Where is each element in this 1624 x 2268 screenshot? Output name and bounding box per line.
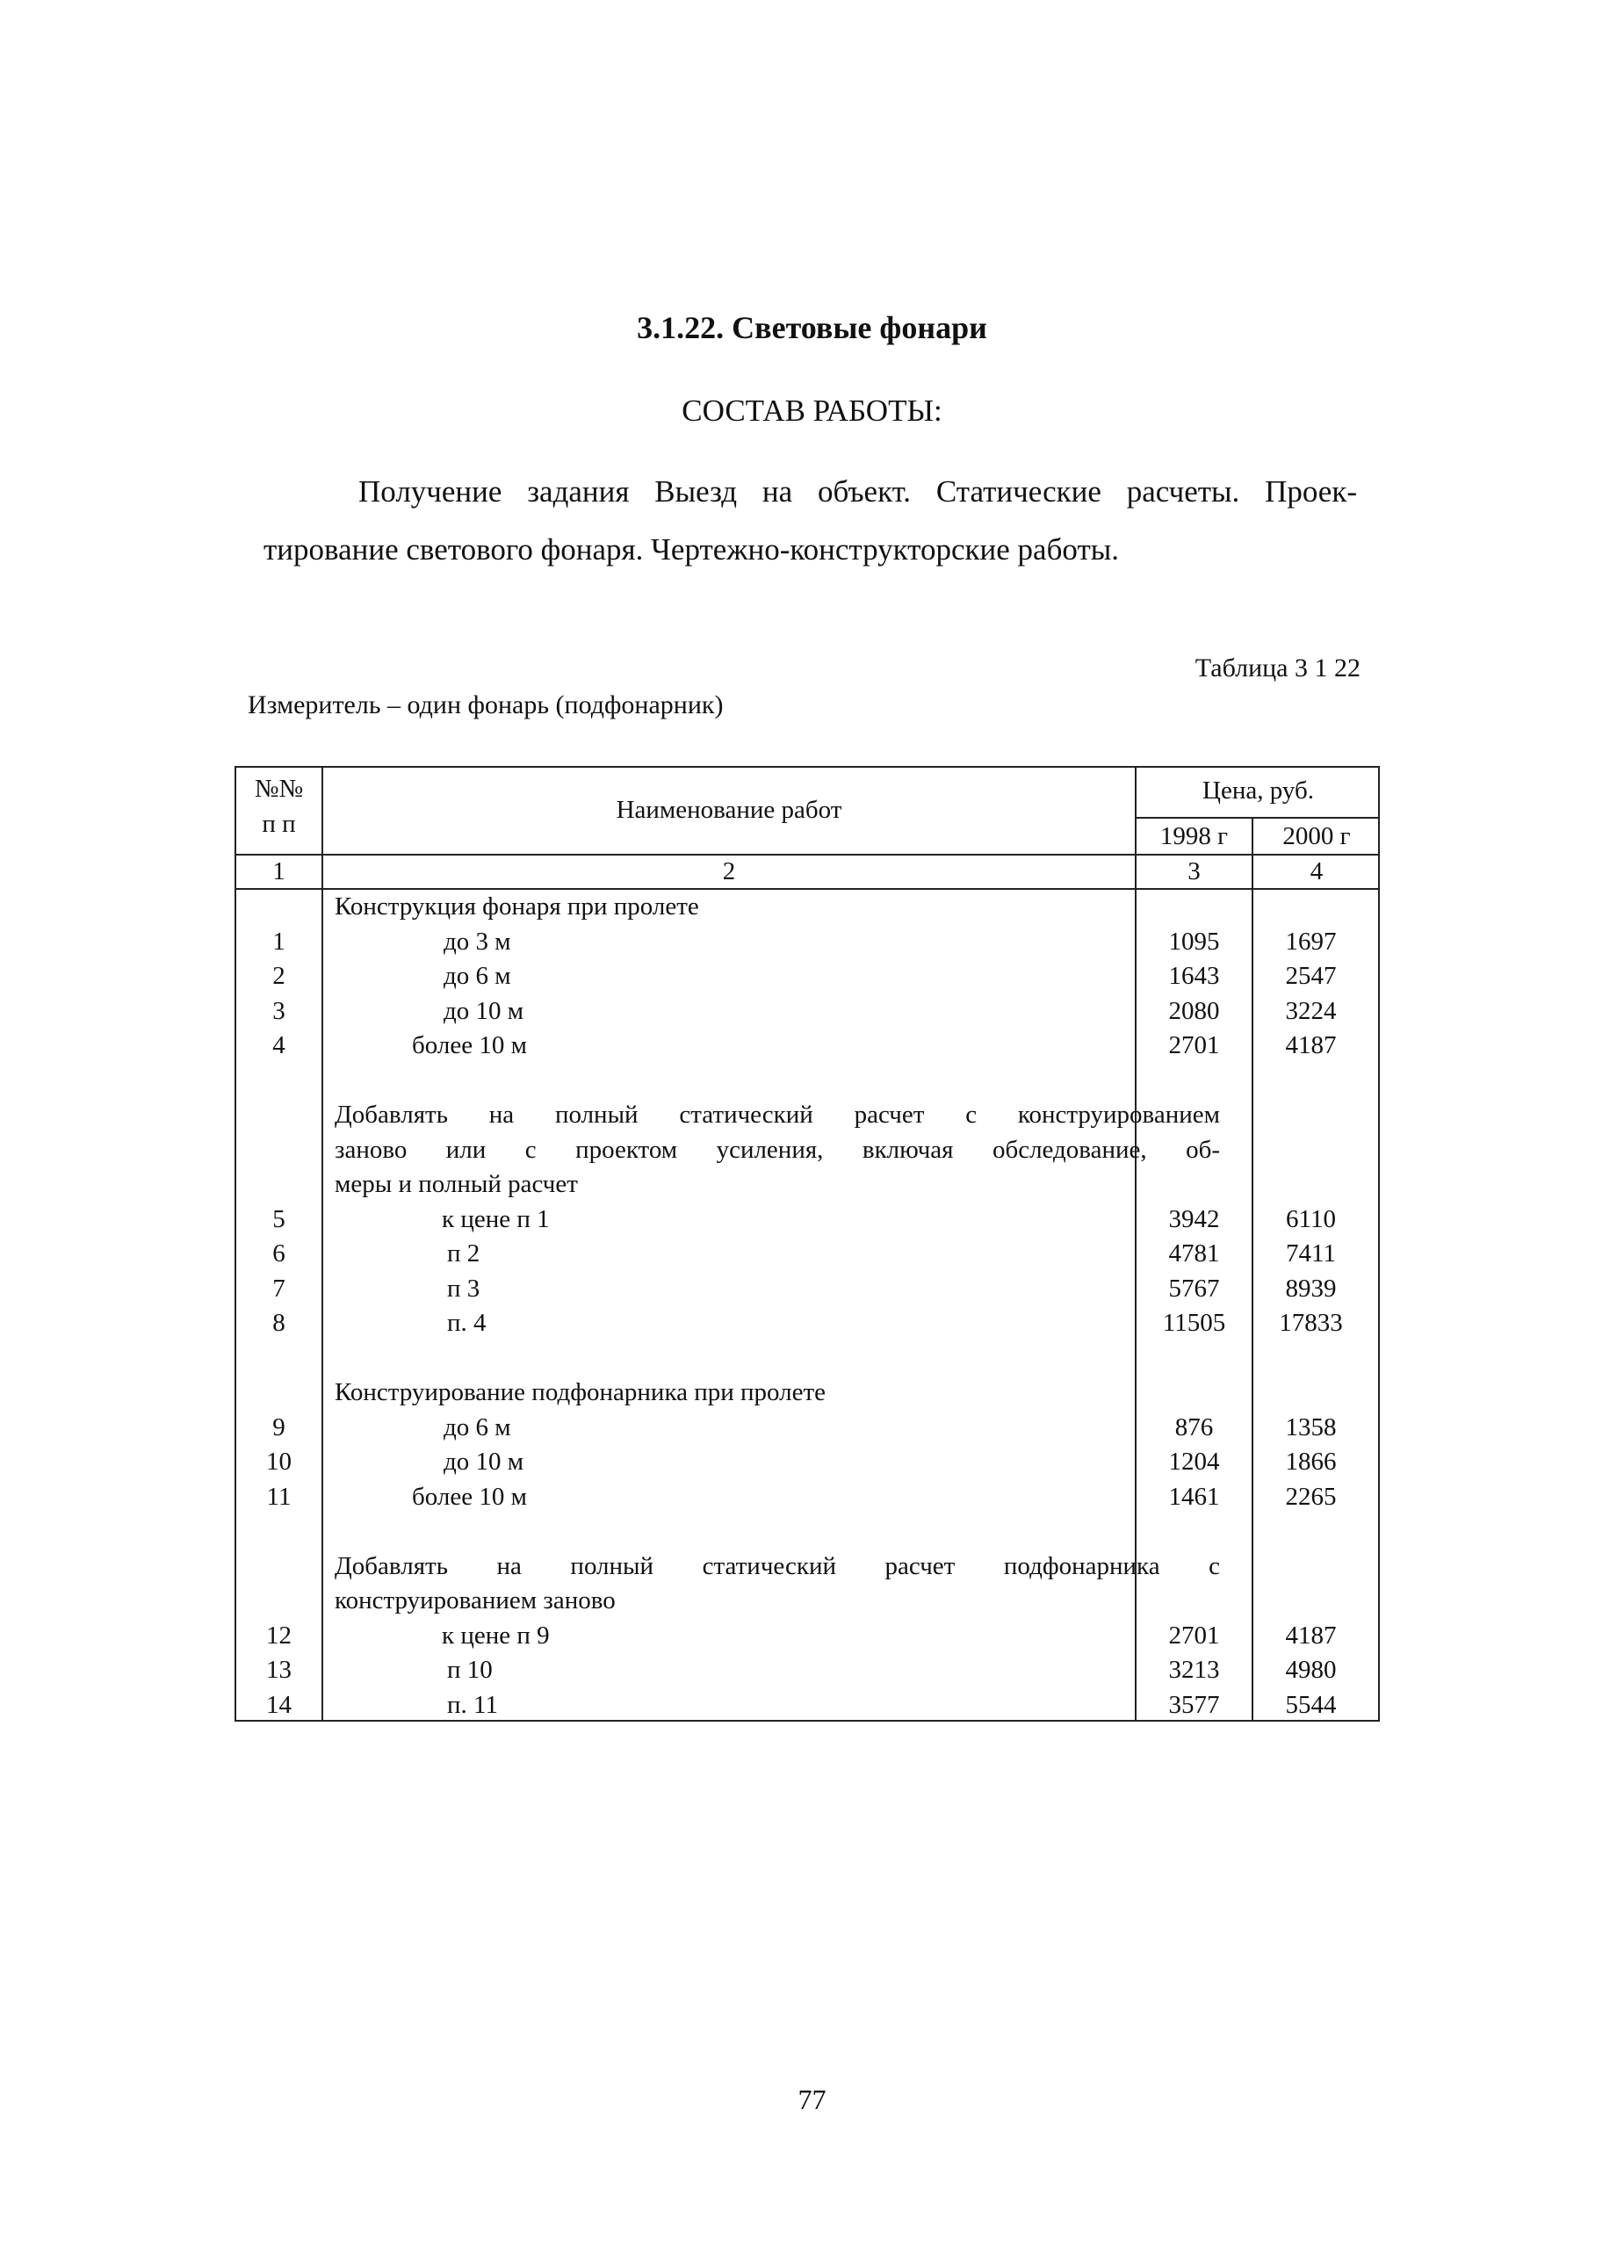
price-2000: 1358 — [1285, 1412, 1337, 1441]
price-2000: 2265 — [1285, 1482, 1337, 1511]
section-title: 3.1.22. Световые фонари — [637, 310, 987, 345]
price-1998: 1461 — [1168, 1482, 1220, 1511]
price-table — [235, 766, 1380, 1722]
price-2000: 17833 — [1279, 1309, 1343, 1337]
paragraph-line-1: Получение задания Выезд на объект. Статические расчеты. Проек- — [358, 474, 1357, 509]
work-name: более 10 м — [412, 1482, 527, 1511]
table-row — [236, 1411, 1378, 1446]
table-row — [236, 1064, 1378, 1099]
col-number-1: 1 — [272, 857, 285, 885]
table-row — [236, 1272, 1378, 1307]
work-name: п. 4 — [447, 1309, 487, 1337]
price-2000: 4187 — [1285, 1621, 1337, 1650]
price-1998: 3577 — [1168, 1690, 1220, 1719]
work-name: п 3 — [447, 1274, 480, 1303]
table-row — [236, 959, 1378, 994]
price-2000: 2547 — [1285, 962, 1337, 990]
price-2000: 6110 — [1286, 1204, 1336, 1233]
work-name: к цене п 9 — [442, 1621, 550, 1650]
work-name: до 10 м — [444, 996, 524, 1025]
price-1998: 3942 — [1168, 1204, 1220, 1233]
work-name: Конструкция фонаря при пролете — [335, 892, 699, 921]
row-number: 8 — [272, 1309, 285, 1337]
work-composition-heading: СОСТАВ РАБОТЫ: — [682, 394, 942, 428]
row-number: 9 — [272, 1412, 285, 1441]
row-number: 3 — [272, 996, 285, 1025]
table-row — [236, 890, 1378, 925]
work-name: конструированием заново — [335, 1586, 616, 1614]
row-number: 10 — [266, 1448, 292, 1476]
table-row — [236, 1653, 1378, 1688]
table-row — [236, 1237, 1378, 1272]
row-number: 5 — [272, 1204, 285, 1233]
price-1998: 876 — [1174, 1412, 1214, 1441]
table-row — [236, 925, 1378, 960]
table-row — [236, 1619, 1378, 1654]
price-1998: 1095 — [1168, 927, 1220, 956]
table-row — [236, 1306, 1378, 1341]
table-row — [236, 1029, 1378, 1064]
col-number-2: 2 — [722, 857, 736, 885]
work-name: более 10 м — [412, 1031, 527, 1059]
work-name: п 2 — [447, 1239, 480, 1268]
header-2000: 2000 г — [1282, 822, 1351, 850]
work-name: к цене п 1 — [442, 1204, 550, 1233]
work-name: Конструирование подфонарника при пролете — [335, 1378, 826, 1406]
row-number: 12 — [266, 1621, 292, 1650]
price-1998: 1643 — [1168, 962, 1220, 990]
header-name: Наименование работ — [616, 796, 842, 824]
row-number: 2 — [272, 962, 285, 990]
work-name: Добавлять на полный статический расчет подфонарника с — [335, 1551, 1220, 1580]
table-row — [236, 1341, 1378, 1376]
table-row — [236, 1480, 1378, 1515]
work-name: до 10 м — [444, 1448, 524, 1476]
price-2000: 1697 — [1285, 927, 1337, 956]
price-2000: 7411 — [1286, 1239, 1336, 1268]
col-number-3: 3 — [1187, 857, 1201, 885]
table-row — [236, 1688, 1378, 1723]
price-2000: 1866 — [1285, 1448, 1337, 1476]
price-1998: 2701 — [1168, 1621, 1220, 1650]
table-row — [236, 1133, 1378, 1168]
paragraph-line-2: тирование светового фонаря. Чертежно-конструкторские работы. — [263, 532, 1120, 567]
price-2000: 4187 — [1285, 1031, 1337, 1059]
header-num — [236, 771, 321, 841]
work-name: п 10 — [447, 1656, 493, 1684]
work-name: меры и полный расчет — [335, 1170, 578, 1198]
measure-unit: Измеритель – один фонарь (подфонарник) — [248, 690, 724, 719]
table-row — [236, 1203, 1378, 1238]
work-name: до 6 м — [444, 1412, 511, 1441]
table-label: Таблица 3 1 22 — [1195, 654, 1361, 683]
table-row — [236, 994, 1378, 1029]
work-name: до 3 м — [444, 927, 511, 956]
work-name: заново или с проектом усиления, включая обследование, об- — [335, 1135, 1220, 1164]
work-name: п. 11 — [447, 1690, 498, 1719]
price-1998: 11505 — [1162, 1309, 1226, 1337]
price-2000: 4980 — [1285, 1656, 1337, 1684]
price-1998: 4781 — [1168, 1239, 1220, 1268]
price-1998: 2701 — [1168, 1031, 1220, 1059]
price-1998: 3213 — [1168, 1656, 1220, 1684]
col-number-4: 4 — [1310, 857, 1324, 885]
price-1998: 5767 — [1168, 1274, 1220, 1303]
table-row — [236, 1445, 1378, 1480]
row-number: 4 — [272, 1031, 285, 1059]
price-2000: 5544 — [1285, 1690, 1337, 1719]
header-num-line-2: п п — [262, 810, 296, 838]
row-number: 7 — [272, 1274, 285, 1303]
price-1998: 1204 — [1168, 1448, 1220, 1476]
page-number: 77 — [798, 2084, 826, 2115]
header-1998: 1998 г — [1159, 822, 1229, 850]
work-name: до 6 м — [444, 962, 511, 990]
table-row — [236, 1549, 1378, 1585]
table-row — [236, 1167, 1378, 1203]
header-num-line-1: №№ — [254, 775, 304, 803]
row-number: 14 — [266, 1690, 292, 1719]
price-2000: 3224 — [1285, 996, 1337, 1025]
work-name: Добавлять на полный статический расчет с конструированием — [335, 1101, 1220, 1129]
table-row — [236, 1514, 1378, 1549]
row-divider — [236, 854, 1378, 856]
row-number: 11 — [266, 1482, 292, 1511]
table-row — [236, 1376, 1378, 1411]
row-number: 13 — [266, 1656, 292, 1684]
table-row — [236, 1098, 1378, 1133]
price-1998: 2080 — [1168, 996, 1220, 1025]
row-number: 6 — [272, 1239, 285, 1268]
header-price: Цена, руб. — [1202, 776, 1314, 805]
price-2000: 8939 — [1285, 1274, 1337, 1303]
row-number: 1 — [272, 927, 285, 956]
row-divider — [1135, 817, 1378, 819]
table-row — [236, 1584, 1378, 1619]
